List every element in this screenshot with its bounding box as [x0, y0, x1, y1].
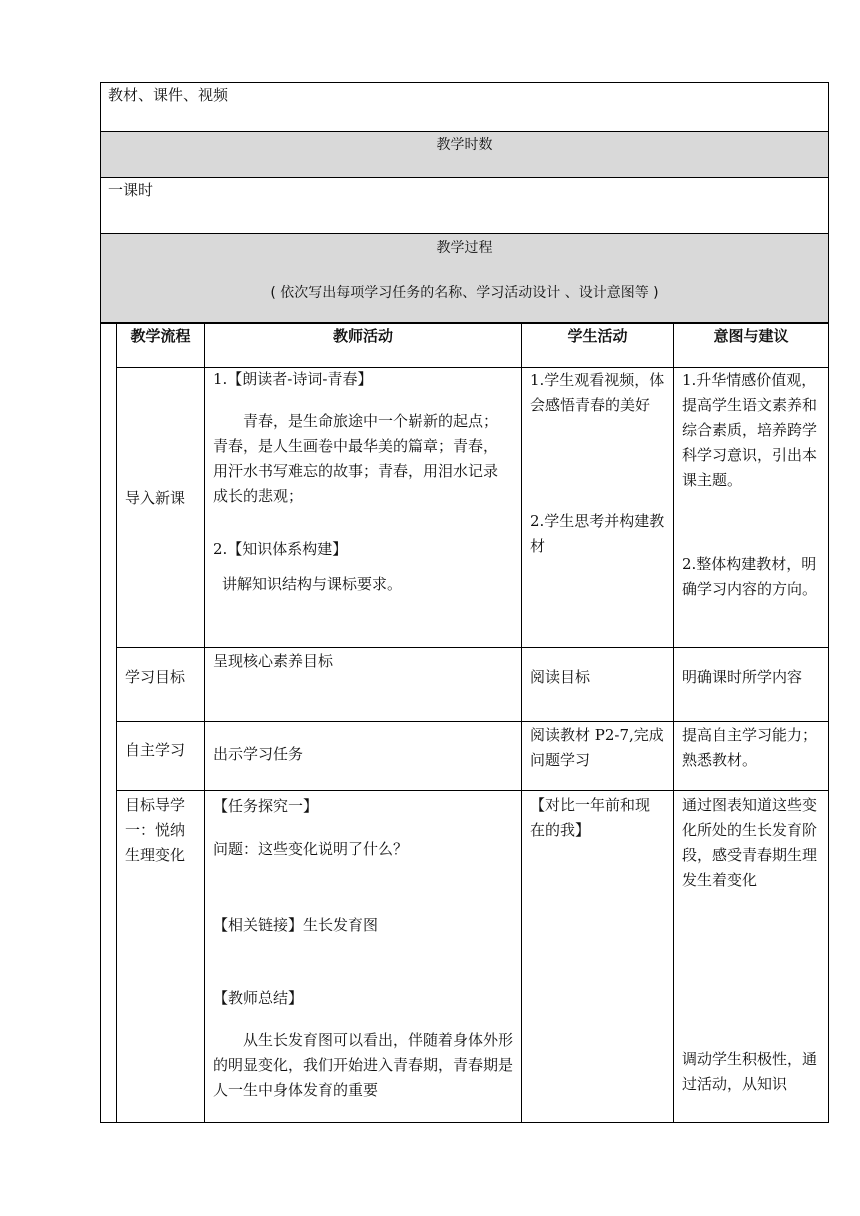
- guided-teacher-summary: 从生长发育图可以看出，伴随着身体外形的明显变化，我们开始进入青春期，青春期是人一生中身体发育的重要: [213, 1031, 514, 1099]
- border-top: [100, 82, 829, 83]
- row-border-2: [116, 647, 829, 648]
- col-divider-3: [673, 322, 674, 1123]
- guided-teacher-question: 问题：这些变化说明了什么？: [213, 840, 409, 858]
- self-study-student: 阅读教材 P2-7,完成问题学习: [530, 726, 664, 769]
- column-header-stage: 教学流程: [130, 327, 191, 345]
- column-header-student: 学生活动: [567, 327, 628, 345]
- process-note: ( 依次写出每项学习任务的名称、学习活动设计 、设计意图等 ): [270, 285, 659, 301]
- guided-teacher-link: 【相关链接】生长发育图: [213, 916, 379, 934]
- goals-intent: 明确课时所学内容: [682, 668, 803, 686]
- intro-teacher-item2: 2.【知识体系构建】: [213, 540, 348, 558]
- intro-teacher-item3: 讲解知识结构与课标要求。: [222, 575, 403, 593]
- materials-text: 教材、课件、视频: [108, 86, 229, 104]
- intro-student-item2: 2.学生思考并构建教材: [530, 512, 665, 555]
- goals-student: 阅读目标: [530, 668, 591, 686]
- row-stage-goals: 学习目标: [125, 668, 186, 686]
- guided-teacher-summary-title: 【教师总结】: [213, 989, 304, 1007]
- border-bottom: [100, 1122, 829, 1123]
- border-h1: [100, 131, 829, 132]
- intro-student-item1: 1.学生观看视频，体会感悟青春的美好: [530, 371, 665, 414]
- row-stage-self-study: 自主学习: [125, 741, 186, 759]
- intro-intent-item2: 2.整体构建教材，明确学习内容的方向。: [682, 555, 818, 598]
- intro-teacher-paragraph: 青春，是生命旅途中一个崭新的起点；青春，是人生画卷中最华美的篇章；青春，用汗水书写难忘的故事；青春，用泪水记录成长的悲观；: [213, 412, 499, 505]
- row-stage-intro: 导入新课: [125, 489, 186, 507]
- self-study-teacher: 出示学习任务: [213, 745, 304, 763]
- inner-border-left: [116, 322, 117, 1123]
- row-stage-guided-1: 目标导学一：悦纳生理变化: [125, 796, 186, 864]
- intro-intent-item1: 1.升华情感价值观，提高学生语文素养和综合素质，培养跨学科学习意识，引出本课主题。: [682, 371, 818, 489]
- border-h3: [100, 233, 829, 234]
- guided-intent-2: 调动学生积极性，通过活动，从知识: [682, 1050, 818, 1093]
- self-study-intent: 提高自主学习能力；熟悉教材。: [682, 726, 818, 769]
- guided-intent-1: 通过图表知道这些变化所处的生长发育阶段，感受青春期生理发生着变化: [682, 796, 818, 889]
- border-h4: [100, 322, 829, 324]
- column-header-teacher: 教师活动: [332, 327, 393, 345]
- column-header-intent: 意图与建议: [713, 327, 789, 345]
- row-border-3: [116, 721, 829, 722]
- intro-teacher-item1: 1.【朗读者-诗词-青春】: [213, 370, 373, 388]
- guided-teacher-task: 【任务探究一】: [213, 797, 319, 815]
- table-border-right: [828, 82, 829, 1123]
- hours-header: 教学时数: [436, 137, 493, 153]
- col-divider-2: [521, 322, 522, 1123]
- hours-value: 一课时: [108, 181, 154, 199]
- col-divider-1: [204, 322, 205, 1123]
- guided-student: 【对比一年前和现在的我】: [530, 796, 651, 839]
- border-h2: [100, 177, 829, 178]
- process-header: 教学过程: [436, 240, 493, 256]
- goals-teacher: 呈现核心素养目标: [213, 652, 334, 670]
- row-border-4: [116, 790, 829, 791]
